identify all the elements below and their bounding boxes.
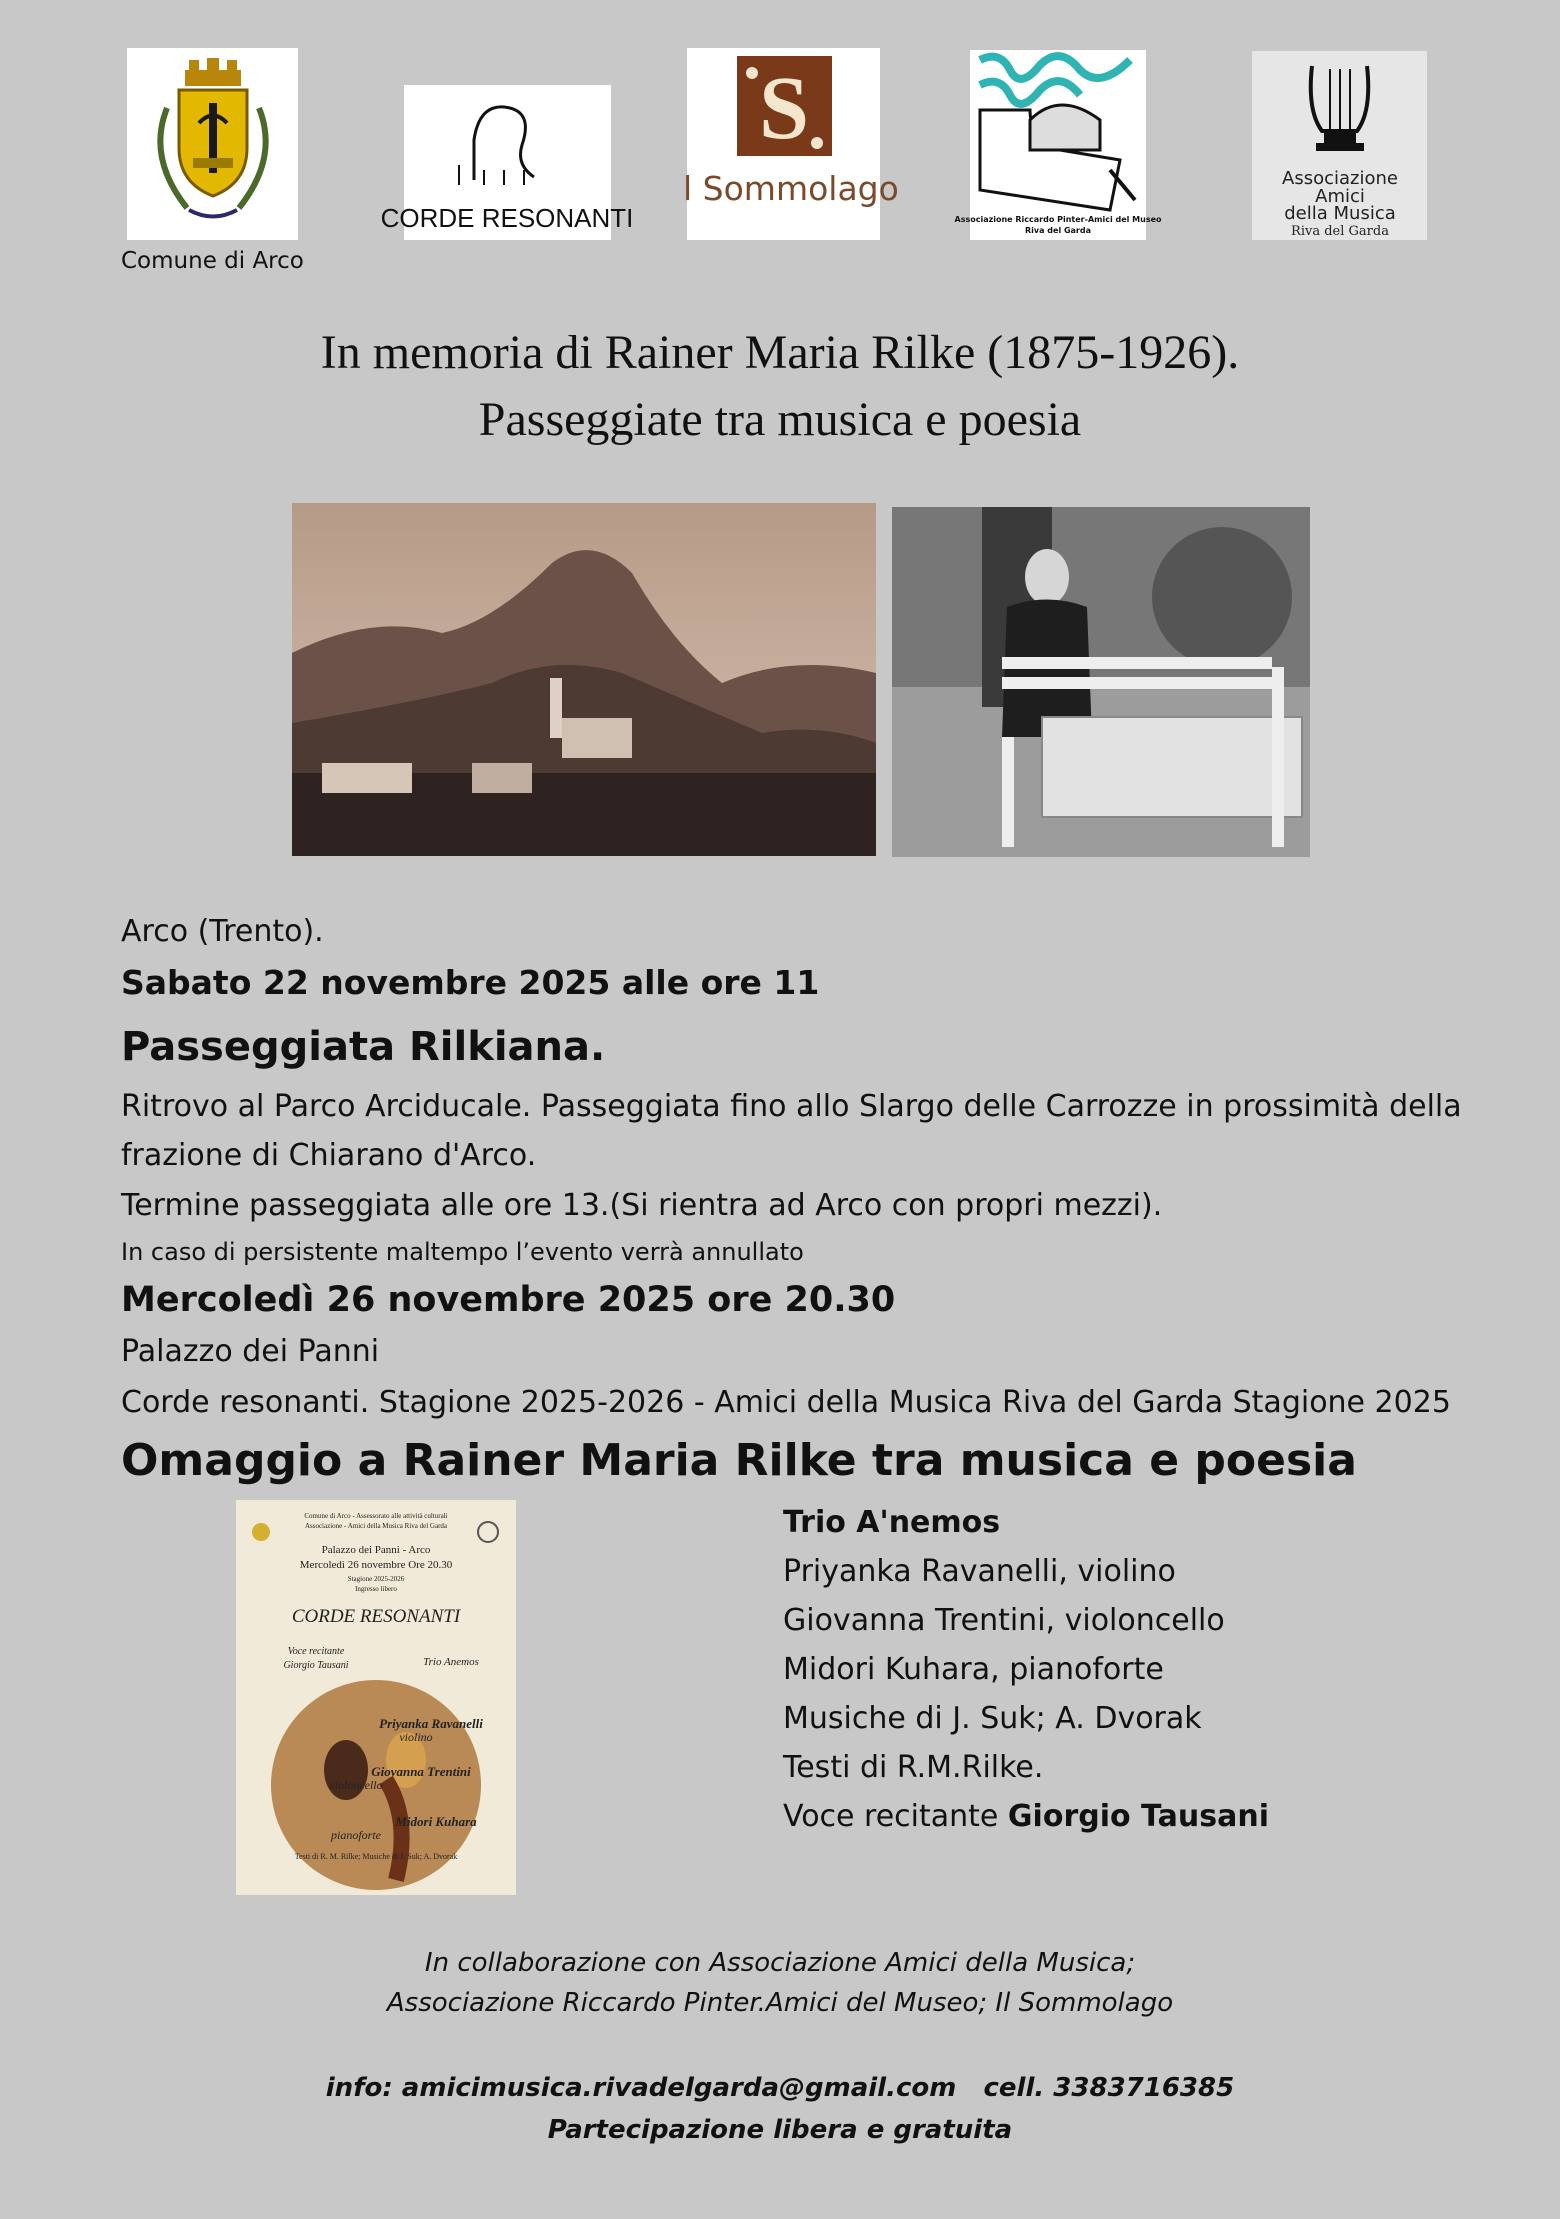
free-participation: Partecipazione libera e gratuita xyxy=(547,2115,1013,2145)
svg-text:Riva del Garda: Riva del Garda xyxy=(1291,224,1389,239)
concert-poster-image: Comune di Arco - Assessorato alle attività culturali Associazione - Amici della Musica Riva del Garda Palazzo dei Panni - Arco Mercoledì 26 novembre Ore 20.30 Stagione 2025-2026 Ingresso libero CORDE RESONANTI Voce recitante Giorgio Tausani Trio Anemos Priyanka Ravanelli violino Giovanna Trentini violoncello Midori Kuhara pianoforte Testi di R. M. Rilke; Musiche di J. Suk; A. Dvorak xyxy=(236,1500,516,1895)
pinter-logo-text: Associazione Riccardo Pinter-Amici del Museo xyxy=(954,215,1162,224)
svg-text:S: S xyxy=(758,59,810,158)
ensemble-name: Trio A'nemos xyxy=(783,1505,1001,1540)
collab-line2: Associazione Riccardo Pinter.Amici del Museo; Il Sommolago xyxy=(386,1988,1174,2018)
info-line: info: amicimusica.rivadelgarda@gmail.com cell. 3383716385 xyxy=(325,2073,1235,2103)
poster-corde-resonanti: CORDE RESONANTI xyxy=(291,1606,461,1627)
svg-text:Riva del Garda: Riva del Garda xyxy=(1024,226,1092,235)
event1-weather: In caso di persistente maltempo l’evento verrà annullato xyxy=(121,1238,804,1266)
event2-date: Mercoledì 26 novembre 2025 ore 20.30 xyxy=(121,1280,896,1320)
event1-desc-line1: Ritrovo al Parco Arciducale. Passeggiata fino allo Slargo delle Carrozze in prossimità della xyxy=(121,1089,1462,1124)
collab-line1: In collaborazione con Associazione Amici della Musica; xyxy=(424,1948,1136,1978)
event1-place: Arco (Trento). xyxy=(121,914,324,949)
associazione-pinter-logo xyxy=(954,50,1162,240)
voice-name: Giorgio Tausani xyxy=(1007,1799,1269,1834)
event1-end: Termine passeggiata alle ore 13.(Si rientra ad Arco con propri mezzi). xyxy=(121,1188,1163,1223)
performer-line: Priyanka Ravanelli, violino xyxy=(783,1554,1176,1589)
amici-della-musica-logo xyxy=(1252,51,1427,240)
amici-logo-line1: Associazione xyxy=(1282,168,1398,189)
event2-venue: Palazzo dei Panni xyxy=(121,1334,380,1369)
svg-text:della Musica: della Musica xyxy=(1284,203,1396,224)
event1-date: Sabato 22 novembre 2025 alle ore 11 xyxy=(121,963,820,1002)
voice-line xyxy=(783,1799,1269,1834)
title-line1: In memoria di Rainer Maria Rilke (1875-1926). xyxy=(320,326,1240,379)
corde-resonanti-logo-text: CORDE RESONANTI xyxy=(380,203,634,233)
comune-di-arco-logo xyxy=(127,48,298,240)
rilke-portrait-photo xyxy=(892,507,1310,857)
il-sommolago-logo-text: l Sommolago xyxy=(683,169,899,208)
event1-name: Passeggiata Rilkiana. xyxy=(121,1024,606,1070)
comune-di-arco-caption: Comune di Arco xyxy=(121,248,304,274)
performer-line: Midori Kuhara, pianoforte xyxy=(783,1652,1164,1687)
arco-historic-photo xyxy=(292,503,876,856)
music-line: Musiche di J. Suk; A. Dvorak xyxy=(783,1701,1202,1736)
event2-name: Omaggio a Rainer Maria Rilke tra musica e poesia xyxy=(121,1435,1357,1486)
event2-season: Corde resonanti. Stagione 2025-2026 - Amici della Musica Riva del Garda Stagione 2025 xyxy=(121,1385,1451,1420)
performer-line: Giovanna Trentini, violoncello xyxy=(783,1603,1225,1638)
voice-label: Voce recitante xyxy=(783,1799,1008,1834)
corde-resonanti-logo xyxy=(380,85,634,240)
svg-text:Amici: Amici xyxy=(1315,186,1365,207)
event1-desc-line2: frazione di Chiarano d'Arco. xyxy=(121,1138,537,1173)
texts-line: Testi di R.M.Rilke. xyxy=(783,1750,1044,1785)
il-sommolago-logo xyxy=(683,48,899,240)
title-line2: Passeggiate tra musica e poesia xyxy=(478,393,1082,446)
poster-line1: Comune di Arco - Assessorato alle attività culturali xyxy=(304,1512,448,1520)
